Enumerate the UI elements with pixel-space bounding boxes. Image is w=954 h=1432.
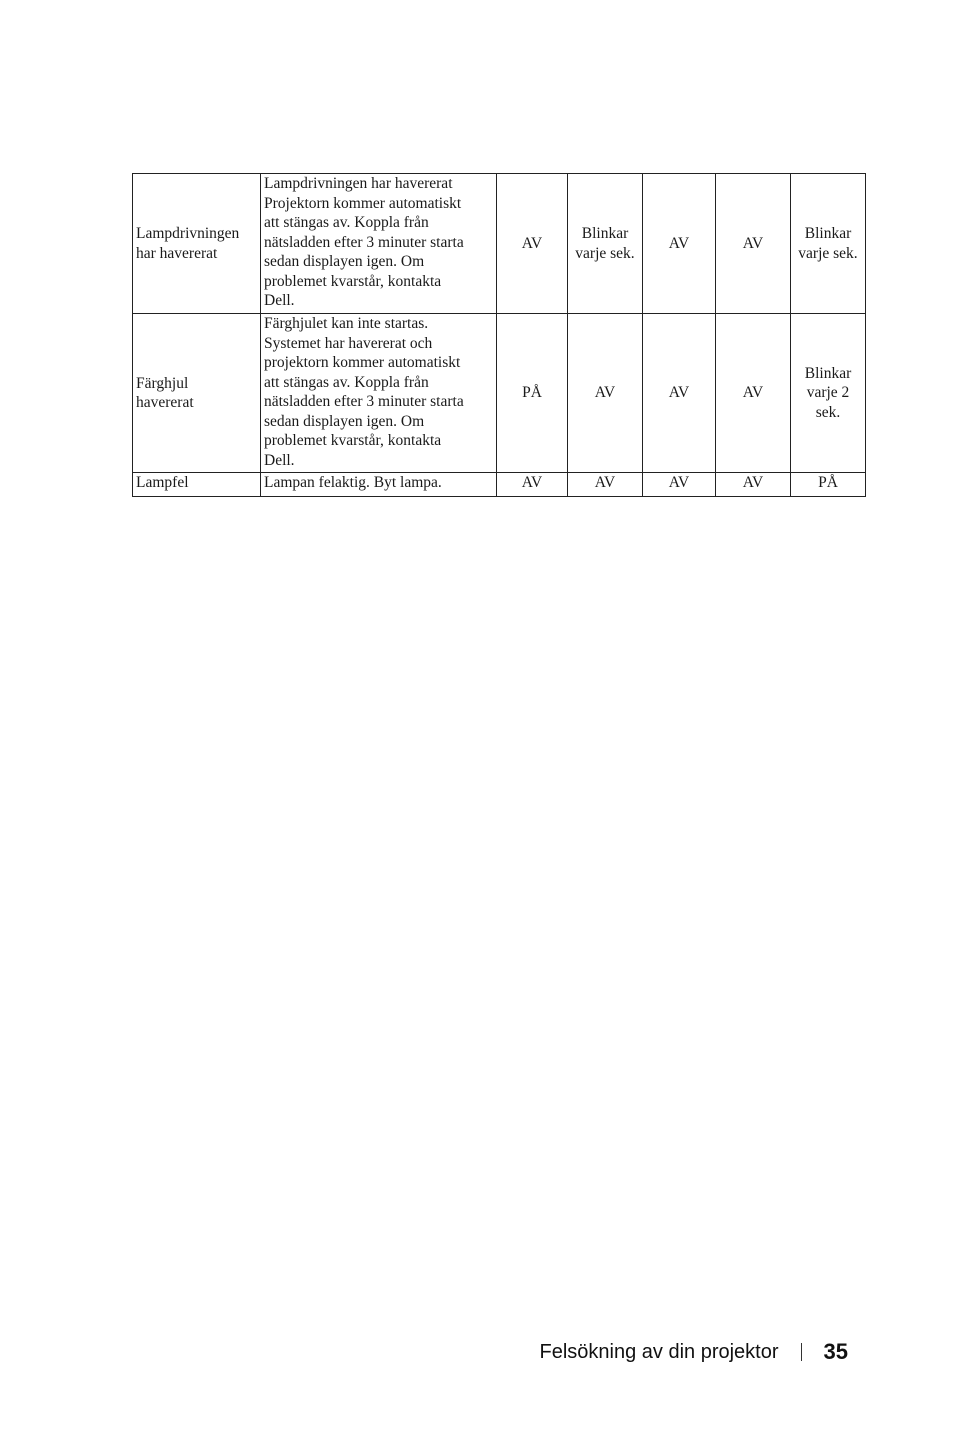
table-row: [133, 314, 866, 473]
indicator-cell: PÅ: [497, 314, 568, 473]
indicator-cell: AV: [497, 174, 568, 314]
table-row: [133, 174, 866, 314]
indicator-cell: AV: [643, 314, 716, 473]
indicator-cell: PÅ: [791, 473, 866, 497]
description-cell: Färghjulet kan inte startas. Systemet har havererat och projektorn kommer automatiskt att stängas av. Koppla från nätsladden efter 3 minuter starta sedan displayen igen. Om problemet kvarstår, kontakta Dell.: [261, 314, 497, 473]
indicator-cell: Blinkar varje 2 sek.: [791, 314, 866, 473]
problem-cell: Färghjul havererat: [133, 314, 261, 473]
table-row: [133, 473, 866, 497]
indicator-cell: AV: [497, 473, 568, 497]
indicator-cell: AV: [643, 473, 716, 497]
page-footer: [540, 1338, 849, 1366]
indicator-cell: AV: [716, 314, 791, 473]
indicator-cell: AV: [568, 473, 643, 497]
problem-cell: Lampdrivningen har havererat: [133, 174, 261, 314]
footer-divider: [801, 1343, 802, 1361]
status-table: [132, 173, 866, 497]
problem-cell: Lampfel: [133, 473, 261, 497]
indicator-cell: AV: [643, 174, 716, 314]
indicator-cell: Blinkar varje sek.: [568, 174, 643, 314]
indicator-cell: AV: [716, 174, 791, 314]
indicator-cell: AV: [568, 314, 643, 473]
description-cell: Lampdrivningen har havererat Projektorn kommer automatiskt att stängas av. Koppla från nätsladden efter 3 minuter starta sedan displayen igen. Om problemet kvarstår, kontakta Dell.: [261, 174, 497, 314]
page-number: 35: [823, 1339, 848, 1364]
indicator-cell: AV: [716, 473, 791, 497]
indicator-cell: Blinkar varje sek.: [791, 174, 866, 314]
section-title: Felsökning av din projektor: [539, 1340, 779, 1363]
description-cell: Lampan felaktig. Byt lampa.: [261, 473, 497, 497]
